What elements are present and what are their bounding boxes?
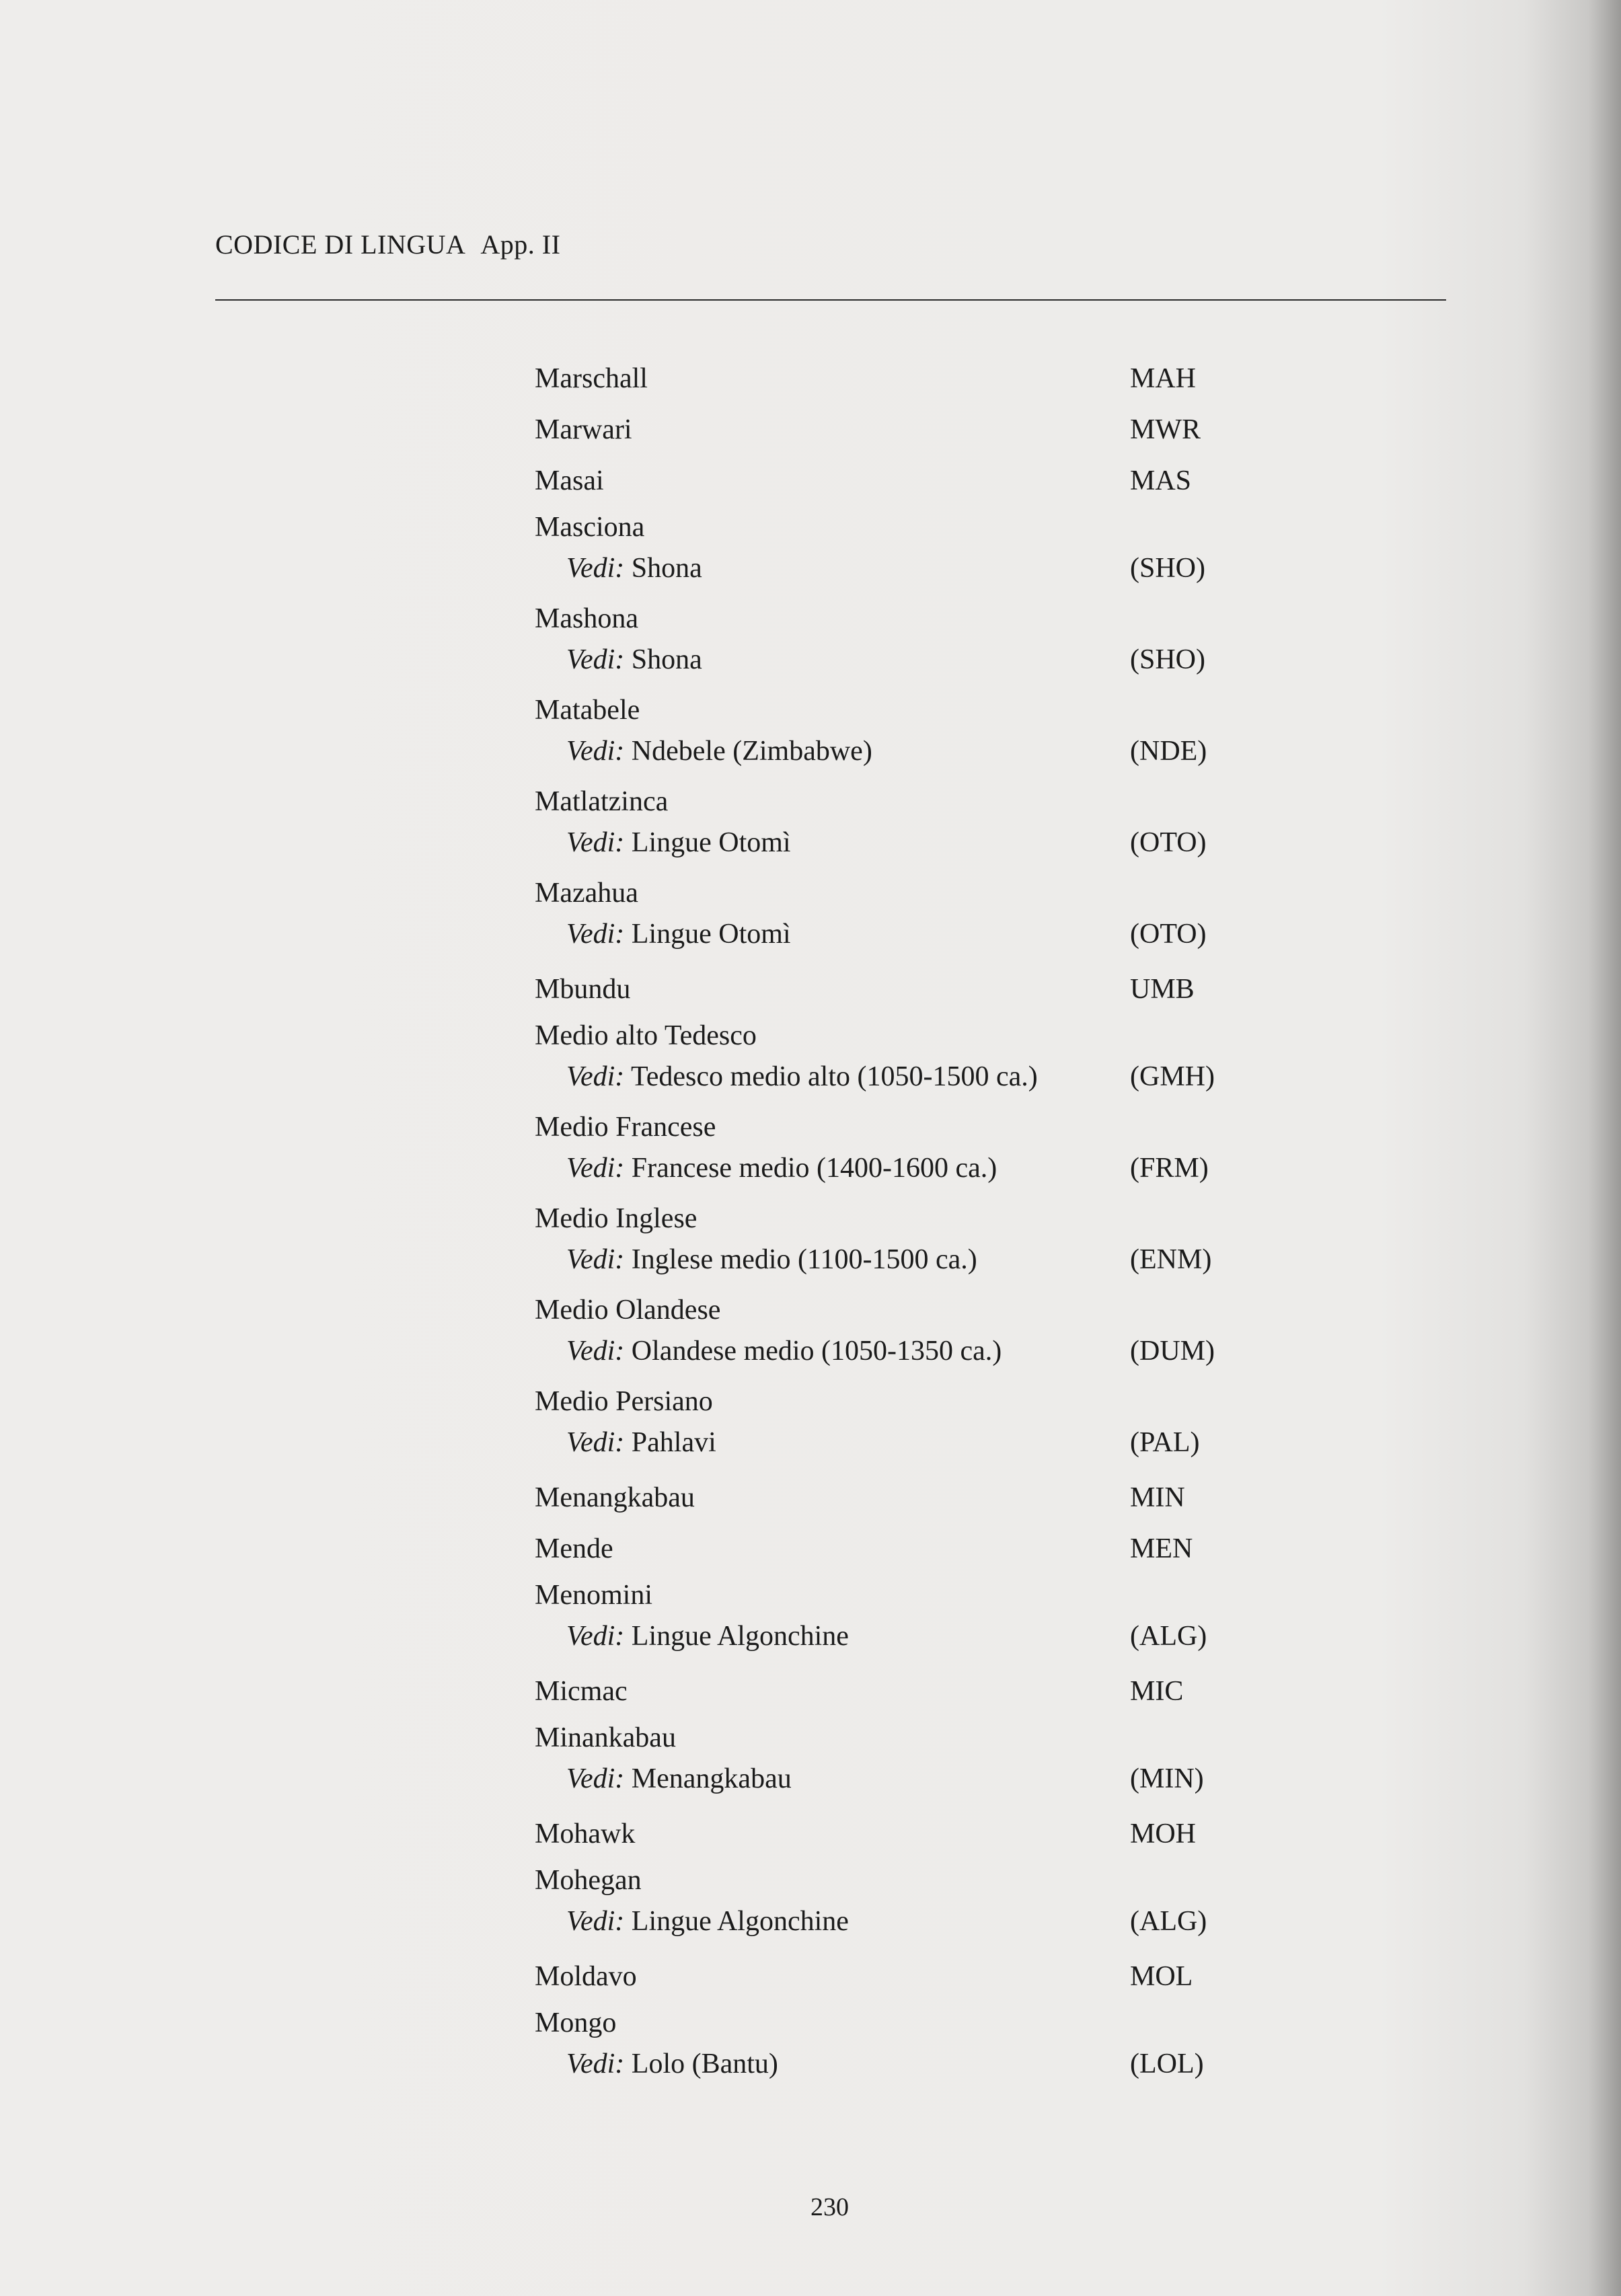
entry-name-line (535, 455, 1221, 506)
language-name: Marwari (535, 414, 632, 445)
language-name: Menangkabau (535, 1482, 695, 1513)
list-item (535, 2002, 1221, 2094)
list-item (535, 689, 1221, 781)
language-name: Medio Persiano (535, 1386, 713, 1417)
language-name: Mohegan (535, 1865, 642, 1896)
see-reference-line (535, 1759, 1221, 1808)
list-item (535, 506, 1221, 598)
entry-name-line (535, 1472, 1221, 1523)
language-name: Mazahua (535, 878, 638, 909)
language-code: (LOL) (1130, 2049, 1204, 2079)
see-target: Shona (631, 644, 702, 675)
language-name: Moldavo (535, 1961, 637, 1992)
language-code: (ENM) (1130, 1244, 1212, 1275)
see-reference-line (535, 731, 1221, 781)
vedi-label: Vedi: (566, 553, 625, 584)
see-target: Lolo (Bantu) (631, 2049, 778, 2079)
header-section: App. II (480, 229, 561, 260)
vedi-label: Vedi: (566, 644, 625, 675)
entry-name-line (535, 1106, 1221, 1148)
list-item (535, 1574, 1221, 1666)
list-item (535, 1472, 1221, 1523)
see-reference-line (535, 548, 1221, 598)
language-code: (SHO) (1130, 644, 1205, 675)
see-reference-line (535, 640, 1221, 689)
see-reference-line (535, 1057, 1221, 1106)
entry-name-line (535, 1198, 1221, 1239)
entry-name-line (535, 1381, 1221, 1422)
language-code-list (535, 353, 1221, 2094)
see-reference-line (535, 914, 1221, 964)
vedi-label: Vedi: (566, 1621, 625, 1652)
see-reference-line (535, 1148, 1221, 1198)
language-code: (DUM) (1130, 1336, 1215, 1367)
vedi-label: Vedi: (566, 1763, 625, 1794)
entry-name-line (535, 1666, 1221, 1717)
list-item (535, 353, 1221, 404)
vedi-label: Vedi: (566, 1153, 625, 1184)
language-code: (GMH) (1130, 1061, 1215, 1092)
list-item (535, 781, 1221, 872)
language-name: Medio Francese (535, 1112, 716, 1143)
header-rule (215, 299, 1446, 301)
see-target: Menangkabau (631, 1763, 792, 1794)
entry-name-line (535, 964, 1221, 1015)
vedi-label: Vedi: (566, 2049, 625, 2079)
language-name: Marschall (535, 363, 648, 394)
list-item (535, 1717, 1221, 1808)
list-item (535, 1523, 1221, 1574)
see-target: Lingue Otomì (631, 919, 791, 950)
language-name: Medio Inglese (535, 1203, 698, 1234)
see-target: Ndebele (Zimbabwe) (631, 736, 872, 767)
vedi-label: Vedi: (566, 1336, 625, 1367)
language-code: MAH (1130, 363, 1197, 394)
language-name: Matlatzinca (535, 786, 669, 817)
language-name: Minankabau (535, 1722, 676, 1753)
language-code: (OTO) (1130, 827, 1207, 858)
entry-name-line (535, 1523, 1221, 1574)
language-code: MOH (1130, 1819, 1197, 1849)
entry-name-line (535, 1015, 1221, 1057)
language-name: Mohawk (535, 1819, 636, 1849)
entry-name-line (535, 1717, 1221, 1759)
language-name: Medio alto Tedesco (535, 1020, 757, 1051)
language-code: MOL (1130, 1961, 1193, 1992)
see-reference-line (535, 822, 1221, 872)
entry-name-line (535, 872, 1221, 914)
entry-name-line (535, 598, 1221, 640)
language-code: MIC (1130, 1676, 1184, 1707)
language-code: (PAL) (1130, 1427, 1200, 1458)
see-target: Lingue Otomì (631, 827, 791, 858)
language-code: UMB (1130, 974, 1195, 1005)
see-reference-line (535, 1331, 1221, 1381)
see-target: Tedesco medio alto (1050-1500 ca.) (631, 1061, 1038, 1092)
vedi-label: Vedi: (566, 736, 625, 767)
list-item (535, 1666, 1221, 1717)
language-code: (FRM) (1130, 1153, 1209, 1184)
entry-name-line (535, 1808, 1221, 1860)
language-name: Matabele (535, 695, 640, 726)
entry-name-line (535, 1289, 1221, 1331)
list-item (535, 1951, 1221, 2002)
see-target: Pahlavi (631, 1427, 716, 1458)
entry-name-line (535, 353, 1221, 404)
list-item (535, 598, 1221, 689)
list-item (535, 1015, 1221, 1106)
entry-name-line (535, 1951, 1221, 2002)
vedi-label: Vedi: (566, 1427, 625, 1458)
list-item (535, 1381, 1221, 1472)
list-item (535, 455, 1221, 506)
entry-name-line (535, 506, 1221, 548)
entry-name-line (535, 404, 1221, 455)
language-code: MWR (1130, 414, 1201, 445)
language-code: (ALG) (1130, 1621, 1207, 1652)
language-name: Mongo (535, 2007, 617, 2038)
see-target: Lingue Algonchine (631, 1621, 849, 1652)
header-title: CODICE DI LINGUA (215, 229, 466, 260)
see-target: Shona (631, 553, 702, 584)
language-code: (ALG) (1130, 1906, 1207, 1937)
language-code: (OTO) (1130, 919, 1207, 950)
list-item (535, 404, 1221, 455)
vedi-label: Vedi: (566, 1906, 625, 1937)
see-reference-line (535, 1616, 1221, 1666)
language-name: Medio Olandese (535, 1295, 721, 1326)
vedi-label: Vedi: (566, 1061, 625, 1092)
see-target: Francese medio (1400-1600 ca.) (631, 1153, 997, 1184)
entry-name-line (535, 781, 1221, 822)
page-number: 230 (811, 2193, 849, 2221)
entry-name-line (535, 689, 1221, 731)
language-name: Menomini (535, 1580, 652, 1611)
entry-name-line (535, 1860, 1221, 1901)
language-code: (MIN) (1130, 1763, 1204, 1794)
vedi-label: Vedi: (566, 1244, 625, 1275)
see-target: Olandese medio (1050-1350 ca.) (631, 1336, 1002, 1367)
see-target: Lingue Algonchine (631, 1906, 849, 1937)
see-target: Inglese medio (1100-1500 ca.) (631, 1244, 977, 1275)
see-reference-line (535, 1239, 1221, 1289)
list-item (535, 1198, 1221, 1289)
language-code: MIN (1130, 1482, 1185, 1513)
language-name: Masai (535, 465, 604, 496)
running-header (215, 229, 560, 260)
language-code: (NDE) (1130, 736, 1207, 767)
language-name: Mbundu (535, 974, 631, 1005)
language-code: MAS (1130, 465, 1192, 496)
language-code: (SHO) (1130, 553, 1205, 584)
language-code: MEN (1130, 1533, 1193, 1564)
entry-name-line (535, 2002, 1221, 2044)
language-name: Mashona (535, 603, 638, 634)
language-name: Masciona (535, 512, 645, 543)
see-reference-line (535, 1422, 1221, 1472)
list-item (535, 1860, 1221, 1951)
vedi-label: Vedi: (566, 919, 625, 950)
list-item (535, 1106, 1221, 1198)
see-reference-line (535, 2044, 1221, 2094)
list-item (535, 872, 1221, 964)
see-reference-line (535, 1901, 1221, 1951)
language-name: Mende (535, 1533, 613, 1564)
list-item (535, 1289, 1221, 1381)
list-item (535, 1808, 1221, 1860)
entry-name-line (535, 1574, 1221, 1616)
language-name: Micmac (535, 1676, 628, 1707)
vedi-label: Vedi: (566, 827, 625, 858)
list-item (535, 964, 1221, 1015)
